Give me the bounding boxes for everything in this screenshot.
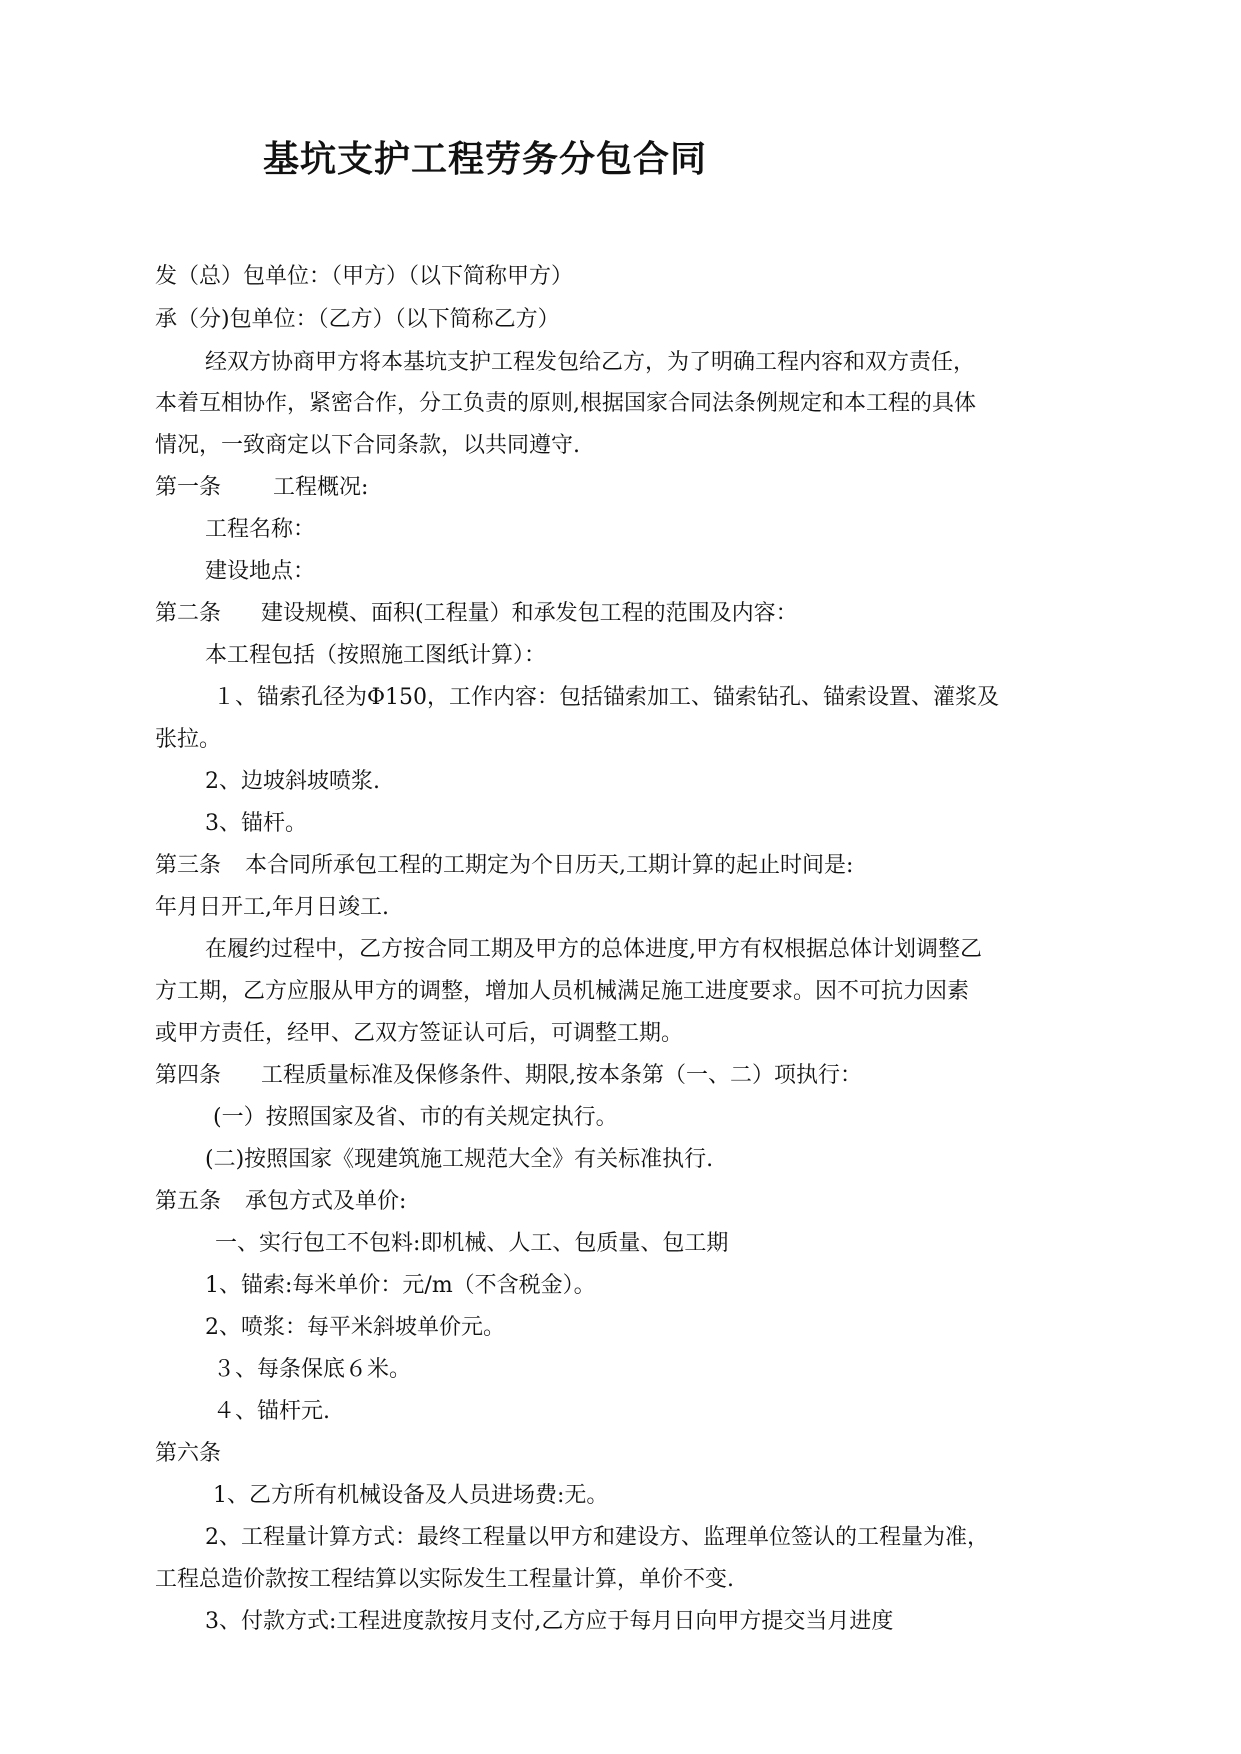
article-5-title: 承包方式及单价: (245, 1189, 407, 1214)
article-2-item-1-cont: 张拉。 (155, 727, 222, 752)
build-location-line: 建设地点： (205, 559, 316, 584)
project-name-line: 工程名称： (205, 517, 316, 542)
article-2-heading (155, 600, 798, 628)
article-6-item-1: 1、乙方所有机械设备及人员进场费:无。 (213, 1483, 609, 1508)
party-b-line: 承（分)包单位：（乙方）（以下简称乙方） (155, 307, 560, 332)
document-title: 基坑支护工程劳务分包合同 (263, 138, 708, 180)
intro-line-1: 经双方协商甲方将本基坑支护工程发包给乙方，为了明确工程内容和双方责任， (205, 350, 976, 375)
article-2-intro: 本工程包括（按照施工图纸计算）： (205, 643, 547, 668)
article-4-item-1: (一）按照国家及省、市的有关规定执行。 (213, 1105, 618, 1130)
article-3-heading (155, 852, 853, 880)
article-3-title: 本合同所承包工程的工期定为个日历天,工期计算的起止时间是: (245, 853, 854, 878)
article-1-label: 第一条 (155, 475, 222, 500)
intro-line-3: 情况，一致商定以下合同条款，以共同遵守. (155, 433, 580, 458)
intro-line-2: 本着互相协作，紧密合作，分工负责的原则,根据国家合同法条例规定和本工程的具体 (155, 391, 976, 416)
party-a-line: 发（总）包单位：（甲方）（以下简称甲方） (155, 264, 574, 289)
article-6-item-2-cont: 工程总造价款按工程结算以实际发生工程量计算，单价不变. (155, 1567, 734, 1592)
article-5-item-4: ４、锚杆元. (213, 1399, 330, 1424)
article-5-sub: 一、实行包工不包料:即机械、人工、包质量、包工期 (215, 1231, 729, 1256)
article-3-para-2: 方工期，乙方应服从甲方的调整，增加人员机械满足施工进度要求。因不可抗力因素 (155, 979, 970, 1004)
article-2-item-1: １、锚索孔径为Φ150，工作内容：包括锚索加工、锚索钻孔、锚索设置、灌浆及 (213, 685, 1000, 710)
article-4-item-2: (二)按照国家《现建筑施工规范大全》有关标准执行. (205, 1147, 714, 1172)
article-5-heading (155, 1188, 406, 1216)
article-4-label: 第四条 (155, 1063, 222, 1088)
article-1-heading (155, 474, 368, 502)
article-2-item-2: 2、边坡斜坡喷浆. (205, 769, 380, 794)
article-4-title: 工程质量标准及保修条件、期限,按本条第（一、二）项执行： (261, 1063, 863, 1088)
article-2-title: 建设规模、面积(工程量）和承发包工程的范围及内容： (261, 601, 798, 626)
article-4-heading (155, 1062, 862, 1090)
article-6-heading: 第六条 (155, 1441, 222, 1466)
article-3-dates: 年月日开工,年月日竣工. (155, 895, 389, 920)
article-1-title: 工程概况: (273, 475, 369, 500)
article-3-label: 第三条 (155, 853, 222, 878)
article-6-item-2: 2、工程量计算方式：最终工程量以甲方和建设方、监理单位签认的工程量为准， (205, 1525, 989, 1550)
article-2-item-3: 3、锚杆。 (205, 811, 307, 836)
article-5-item-2: 2、喷浆：每平米斜坡单价元。 (205, 1315, 505, 1340)
article-3-para-3: 或甲方责任，经甲、乙双方签证认可后，可调整工期。 (155, 1021, 684, 1046)
article-5-label: 第五条 (155, 1189, 222, 1214)
article-3-para-1: 在履约过程中，乙方按合同工期及甲方的总体进度,甲方有权根据总体计划调整乙 (205, 937, 982, 962)
article-2-label: 第二条 (155, 601, 222, 626)
article-6-item-3: 3、付款方式:工程进度款按月支付,乙方应于每月日向甲方提交当月进度 (205, 1609, 894, 1634)
article-5-item-3: ３、每条保底６米。 (213, 1357, 412, 1382)
article-5-item-1: 1、锚索:每米单价：元/m（不含税金）。 (205, 1273, 596, 1298)
